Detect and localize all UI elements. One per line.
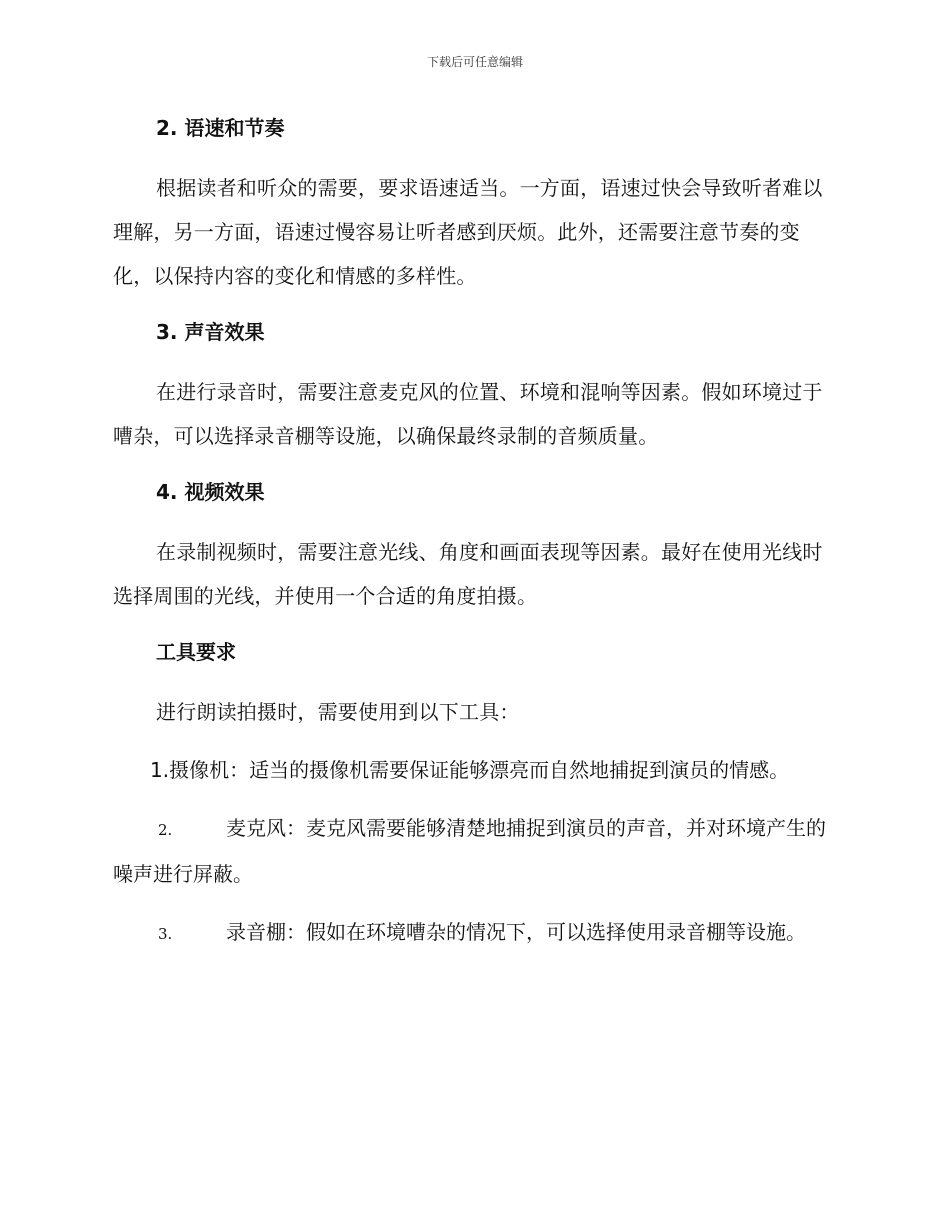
section-heading-speed: 2. 语速和节奏 bbox=[156, 116, 285, 140]
paragraph-speed: 根据读者和听众的需要，要求语速适当。一方面，语速过快会导致听者难以理解，另一方面，语速过慢容易让听者感到厌烦。此外，还需要注意节奏的变化，以保持内容的变化和情感的多样性。 bbox=[113, 176, 823, 288]
list-item-number: 2. bbox=[158, 821, 173, 839]
section-heading-sound: 3. 声音效果 bbox=[156, 320, 265, 344]
section-heading-video: 4. 视频效果 bbox=[156, 480, 265, 504]
list-item-text: 麦克风：麦克风需要能够清楚地捕捉到演员的声音，并对环境产生的噪声进行屏蔽。 bbox=[113, 816, 826, 886]
list-item-number: 3. bbox=[158, 925, 173, 943]
list-item-text: 录音棚：假如在环境嘈杂的情况下，可以选择使用录音棚等设施。 bbox=[226, 920, 806, 944]
page-header-note: 下载后可任意编辑 bbox=[426, 55, 523, 69]
list-item bbox=[113, 806, 835, 896]
section-heading-tools: 工具要求 bbox=[156, 640, 236, 664]
paragraph-sound: 在进行录音时，需要注意麦克风的位置、环境和混响等因素。假如环境过于嘈杂，可以选择录音棚等设施，以确保最终录制的音频质量。 bbox=[113, 380, 823, 448]
paragraph-video: 在录制视频时，需要注意光线、角度和画面表现等因素。最好在使用光线时选择周围的光线，并使用一个合适的角度拍摄。 bbox=[113, 540, 823, 608]
list-item bbox=[113, 748, 835, 792]
list-item-number: 1. bbox=[150, 758, 170, 782]
list-item-text: 摄像机：适当的摄像机需要保证能够漂亮而自然地捕捉到演员的情感。 bbox=[169, 758, 790, 782]
list-item bbox=[113, 910, 835, 956]
document-body bbox=[113, 110, 835, 956]
paragraph-tools-intro: 进行朗读拍摄时，需要使用到以下工具： bbox=[156, 700, 520, 724]
